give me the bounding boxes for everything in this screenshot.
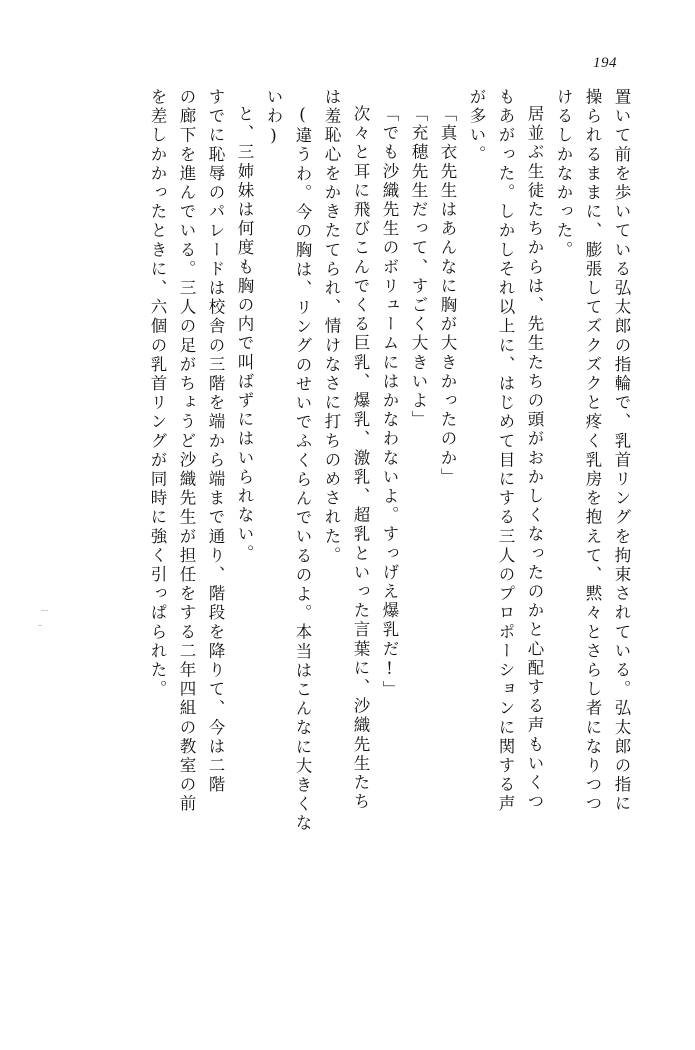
text-column: 操られるままに、膨張してズクズクと疼く乳房を抱えて、黙々とさらし者になりつつ xyxy=(583,88,602,814)
scan-artifact xyxy=(41,610,48,611)
text-column: と、三姉妹は何度も胸の内で叫ばずにはいられない。 xyxy=(235,105,254,564)
text-column: 次々と耳に飛びこんでくる巨乳、爆乳、激乳、超乳といった言葉に、沙織先生たち xyxy=(351,105,370,812)
vertical-text-body xyxy=(62,88,629,968)
text-column: けるしかなかった。 xyxy=(554,88,573,260)
text-column: (違うわ。今の胸は、リングのせいでふくらんでいるのよ。本当はこんなに大きくな xyxy=(293,105,312,834)
text-column: 「真衣先生はあんなに胸が大きかったのか」 xyxy=(438,105,457,487)
text-column: を差しかかったときに、六個の乳首リングが同時に強く引っぱられた。 xyxy=(148,88,167,700)
text-column: 居並ぶ生徒たちからは、先生たちの頭がおかしくなったのかと心配する声もいくつ xyxy=(525,105,544,812)
text-column: は羞恥心をかきたてられ、情けなさに打ちのめされた。 xyxy=(322,88,341,566)
text-column: 置いて前を歩いている弘太郎の指輪で、乳首リングを拘束されている。弘太郎の指に xyxy=(612,88,631,814)
page-number: 194 xyxy=(593,55,617,71)
scan-artifact xyxy=(38,625,42,626)
text-column: もあがった。しかしそれ以上に、はじめて目にする三人のプロポーションに関する声 xyxy=(496,88,515,814)
text-column: いわ) xyxy=(264,88,283,148)
text-column: 「充穂先生だって、すごく大きいよ」 xyxy=(409,105,428,430)
text-column: が多い。 xyxy=(467,88,486,165)
text-column: すでに恥辱のパレードは校舎の三階を端から端まで通り、階段を降りて、今は二階 xyxy=(206,88,225,795)
text-column: 「でも沙織先生のボリュームにはかなわないよ。すっげえ爆乳だ!」 xyxy=(380,105,399,700)
text-column: の廊下を進んでいる。三人の足がちょうど沙織先生が担任をする二年四組の教室の前 xyxy=(177,88,196,814)
